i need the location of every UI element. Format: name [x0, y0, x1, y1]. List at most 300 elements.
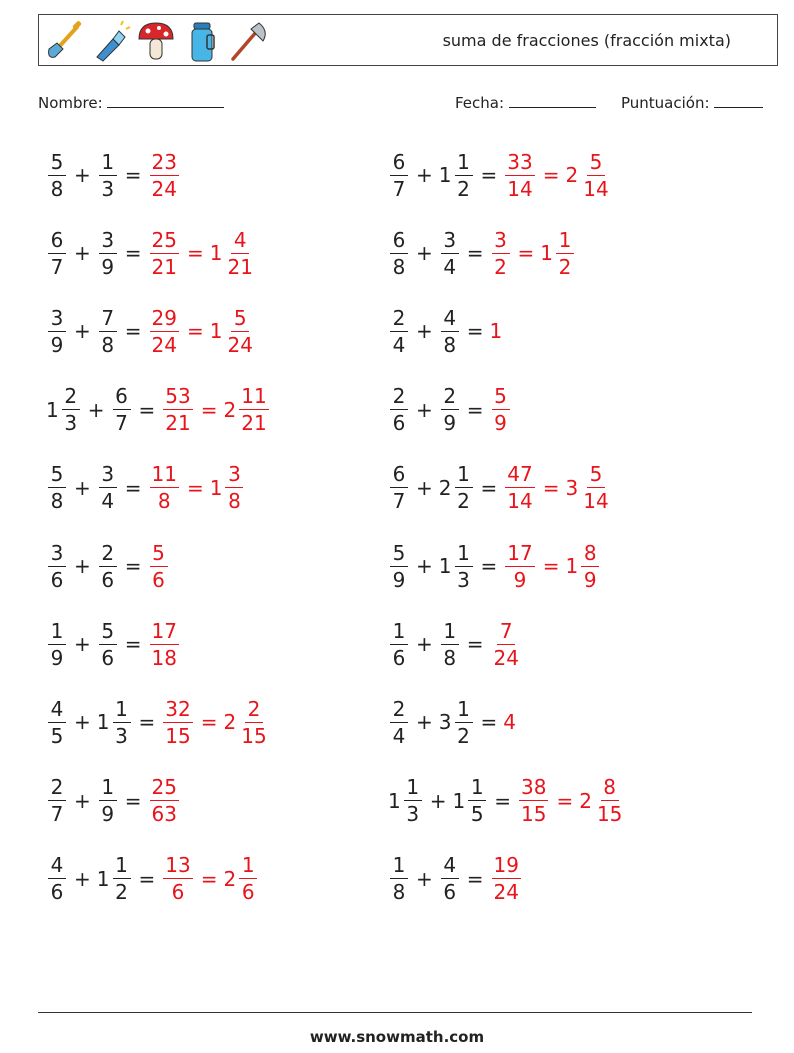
fraction: [225, 227, 254, 279]
fraction: [505, 149, 534, 201]
denominator: 3: [457, 567, 470, 592]
numerator: 6: [113, 386, 131, 410]
equals-sign: =: [466, 241, 484, 266]
problem: [46, 532, 170, 600]
whole-number: 1: [96, 710, 110, 735]
problem: [46, 767, 181, 835]
addend: [97, 618, 119, 670]
denominator: 21: [227, 254, 253, 279]
denominator: 24: [493, 880, 519, 905]
denominator: 8: [228, 489, 241, 514]
addend: [46, 384, 82, 436]
whole-number: 4: [503, 710, 516, 735]
answer-fraction: [490, 384, 512, 436]
denominator: 8: [392, 254, 406, 279]
equals-sign: =: [494, 788, 511, 813]
denominator: 4: [101, 489, 115, 514]
numerator: 17: [151, 618, 177, 643]
numerator: 17: [507, 540, 533, 565]
numerator: 1: [404, 777, 422, 801]
numerator: 5: [48, 152, 66, 176]
problem: [388, 454, 613, 522]
denominator: 8: [50, 176, 64, 201]
fraction: [99, 462, 117, 514]
addend: [388, 853, 410, 905]
answer-fraction: [503, 540, 536, 592]
addend: [388, 227, 410, 279]
numerator: 2: [245, 699, 263, 723]
problem: [388, 219, 576, 287]
fraction: [48, 696, 66, 748]
numerator: 13: [165, 853, 191, 878]
addend: [46, 618, 68, 670]
denominator: 6: [101, 567, 115, 592]
denominator: 9: [513, 567, 527, 592]
whole-number: 1: [46, 397, 59, 422]
addend: [46, 540, 68, 592]
whole-number: 1: [209, 241, 223, 266]
answer-mixed: [565, 540, 601, 592]
denominator: 6: [241, 880, 255, 905]
plus-sign: +: [416, 632, 433, 657]
answer: [161, 384, 270, 436]
denominator: 9: [583, 567, 597, 592]
denominator: 6: [392, 411, 406, 436]
denominator: 9: [443, 411, 457, 436]
fraction: [99, 775, 117, 827]
equals-sign: =: [200, 397, 218, 422]
denominator: 21: [165, 411, 191, 436]
addend: [452, 775, 489, 827]
problem: [388, 297, 503, 365]
numerator: 4: [441, 308, 459, 332]
addend: [438, 540, 475, 592]
fraction: [150, 305, 179, 357]
answer-mixed: [540, 227, 576, 279]
fraction: [556, 227, 574, 279]
answer: [148, 618, 181, 670]
denominator: 5: [50, 723, 64, 748]
fraction: [492, 853, 521, 905]
plus-sign: +: [74, 319, 91, 344]
addend: [46, 696, 68, 748]
denominator: 15: [241, 723, 267, 748]
addend: [97, 305, 119, 357]
denominator: 9: [50, 645, 64, 670]
fraction: [48, 618, 66, 670]
denominator: 24: [227, 332, 253, 357]
addend: [388, 618, 410, 670]
addend: [111, 384, 133, 436]
equals-sign: =: [138, 710, 156, 735]
plus-sign: +: [74, 788, 91, 813]
addend: [388, 696, 410, 748]
whole-number: 3: [438, 710, 452, 735]
answer-fraction: [148, 149, 181, 201]
whole-number: 3: [565, 475, 579, 500]
fraction: [62, 384, 80, 436]
equals-sign: =: [480, 163, 498, 187]
fraction: [441, 305, 459, 357]
whole-number: 2: [438, 475, 452, 500]
fraction: [113, 384, 131, 436]
numerator: 1: [390, 621, 408, 645]
equals-sign: =: [200, 866, 218, 891]
score-label: Puntuación:: [621, 94, 710, 112]
answer: [490, 319, 504, 343]
denominator: 9: [50, 332, 64, 357]
problem: [46, 141, 181, 209]
fraction: [163, 696, 192, 748]
numerator: 8: [581, 543, 599, 567]
addend: [97, 149, 119, 201]
whole-number: 1: [540, 241, 554, 266]
numerator: 1: [113, 855, 131, 879]
answer-fraction: [490, 618, 523, 670]
fraction: [150, 149, 179, 201]
fraction: [455, 149, 473, 201]
denominator: 6: [152, 567, 165, 592]
answer: [503, 462, 612, 514]
fraction: [492, 618, 521, 670]
addend: [439, 384, 461, 436]
numerator: 53: [165, 384, 191, 409]
numerator: 33: [507, 149, 533, 174]
denominator: 21: [241, 411, 267, 436]
numerator: 4: [441, 855, 459, 879]
numerator: 7: [497, 621, 515, 645]
plus-sign: +: [416, 319, 433, 344]
denominator: 6: [443, 880, 457, 905]
answer: [148, 540, 170, 592]
numerator: 1: [99, 777, 117, 801]
denominator: 2: [494, 254, 507, 279]
footer-divider: [38, 1012, 752, 1013]
denominator: 15: [596, 802, 623, 827]
addend: [388, 775, 424, 827]
fraction: [150, 227, 179, 279]
answer-mixed: [223, 384, 270, 436]
fraction: [441, 384, 459, 436]
plus-sign: +: [416, 710, 433, 735]
answer-fraction: [148, 618, 181, 670]
numerator: 5: [99, 621, 117, 645]
whole-number: 1: [209, 475, 223, 500]
fraction: [163, 853, 192, 905]
fraction: [99, 305, 117, 357]
denominator: 4: [392, 332, 406, 357]
numerator: 8: [601, 777, 619, 801]
answer-fraction: [161, 853, 194, 905]
addend: [46, 462, 68, 514]
fraction: [113, 696, 131, 748]
addend: [388, 384, 410, 436]
fraction: [225, 462, 243, 514]
fraction: [99, 149, 117, 201]
numerator: 3: [441, 230, 459, 254]
whole-number: 1: [438, 163, 452, 187]
numerator: 11: [151, 462, 177, 487]
fraction: [581, 462, 610, 514]
fraction: [99, 227, 117, 279]
addend: [439, 618, 461, 670]
denominator: 24: [151, 332, 177, 357]
answer: [490, 853, 523, 905]
equals-sign: =: [138, 866, 156, 891]
equals-sign: =: [186, 319, 204, 344]
answer-fraction: [517, 775, 550, 827]
numerator: 5: [390, 543, 408, 567]
fraction: [390, 462, 408, 514]
numerator: 4: [48, 855, 66, 879]
addend: [46, 227, 68, 279]
plus-sign: +: [74, 241, 91, 266]
denominator: 2: [115, 880, 128, 905]
answer: [517, 775, 626, 827]
whole-number: 2: [223, 397, 237, 422]
problem: [46, 688, 271, 756]
denominator: 15: [521, 802, 547, 827]
addend: [46, 775, 68, 827]
equals-sign: =: [124, 319, 142, 344]
numerator: 5: [48, 464, 66, 488]
problem: [46, 845, 259, 913]
whole-number: 1: [388, 788, 401, 813]
fraction: [48, 775, 66, 827]
plus-sign: +: [74, 163, 91, 187]
denominator: 14: [507, 489, 533, 514]
plus-sign: +: [416, 163, 433, 187]
answer-fraction: [503, 462, 536, 514]
numerator: 2: [48, 777, 66, 801]
addend: [388, 540, 410, 592]
denominator: 14: [583, 176, 609, 201]
equals-sign: =: [124, 475, 142, 500]
denominator: 14: [507, 176, 533, 201]
denominator: 2: [457, 489, 470, 514]
addend: [46, 305, 68, 357]
fraction: [492, 227, 510, 279]
answer-fraction: [148, 462, 181, 514]
denominator: 15: [165, 723, 191, 748]
whole-number: 1: [452, 788, 466, 813]
addend: [96, 696, 133, 748]
answer-fraction: [161, 384, 194, 436]
answer: [490, 618, 523, 670]
numerator: 3: [99, 464, 117, 488]
answer: [148, 462, 246, 514]
fraction: [492, 384, 510, 436]
equals-sign: =: [542, 163, 560, 187]
numerator: 6: [390, 464, 408, 488]
denominator: 8: [443, 332, 457, 357]
denominator: 24: [493, 645, 519, 670]
equals-sign: =: [200, 710, 218, 735]
equals-sign: =: [480, 475, 498, 500]
answer-mixed: [565, 462, 612, 514]
addend: [97, 540, 119, 592]
equals-sign: =: [542, 475, 560, 500]
denominator: 4: [443, 254, 457, 279]
whole-number: 2: [565, 163, 579, 187]
equals-sign: =: [466, 397, 484, 422]
fraction: [99, 540, 117, 592]
equals-sign: =: [186, 475, 204, 500]
answer-fraction: [490, 227, 512, 279]
whole-number: 2: [579, 788, 592, 813]
answer: [148, 227, 257, 279]
addend: [96, 853, 133, 905]
fraction: [390, 540, 408, 592]
answer: [490, 227, 577, 279]
fraction: [468, 775, 486, 827]
denominator: 9: [494, 411, 507, 436]
fraction: [581, 149, 610, 201]
addend: [46, 853, 68, 905]
numerator: 25: [151, 227, 177, 252]
denominator: 3: [101, 176, 115, 201]
equals-sign: =: [124, 632, 142, 657]
answer-mixed: [565, 149, 612, 201]
equals-sign: =: [124, 554, 142, 578]
answer-fraction: [503, 149, 536, 201]
answer: [503, 540, 601, 592]
denominator: 6: [50, 567, 64, 592]
answer-fraction: [503, 710, 517, 734]
plus-sign: +: [87, 397, 105, 422]
denominator: 3: [406, 802, 420, 827]
problem: [46, 219, 257, 287]
numerator: 6: [390, 152, 408, 176]
problem: [46, 297, 257, 365]
numerator: 3: [99, 230, 117, 254]
numerator: 6: [48, 230, 66, 254]
denominator: 5: [470, 802, 484, 827]
plus-sign: +: [416, 866, 433, 891]
numerator: 29: [151, 305, 177, 330]
numerator: 1: [455, 543, 473, 567]
answer: [148, 149, 181, 201]
fraction: [113, 853, 131, 905]
plus-sign: +: [74, 475, 91, 500]
denominator: 8: [157, 489, 171, 514]
equals-sign: =: [480, 710, 498, 735]
plus-sign: +: [416, 475, 433, 500]
denominator: 6: [101, 645, 115, 670]
whole-number: 2: [223, 866, 237, 891]
denominator: 24: [151, 176, 177, 201]
numerator: 38: [521, 775, 547, 800]
numerator: 19: [493, 853, 519, 878]
whole-number: 1: [438, 554, 452, 578]
plus-sign: +: [74, 554, 91, 578]
answer-mixed: [223, 853, 259, 905]
numerator: 1: [99, 152, 117, 176]
numerator: 23: [151, 149, 177, 174]
fraction: [441, 853, 459, 905]
whole-number: 2: [223, 710, 237, 735]
addend: [46, 149, 68, 201]
numerator: 4: [48, 699, 66, 723]
numerator: 3: [492, 230, 510, 254]
denominator: 6: [392, 645, 406, 670]
addend: [97, 227, 119, 279]
addend: [438, 149, 475, 201]
addend: [439, 305, 461, 357]
fraction: [150, 462, 179, 514]
fraction: [163, 384, 192, 436]
denominator: 9: [101, 254, 115, 279]
denominator: 14: [583, 489, 609, 514]
answer: [503, 149, 612, 201]
fraction: [150, 540, 168, 592]
denominator: 63: [151, 802, 177, 827]
numerator: 5: [231, 308, 249, 332]
denominator: 7: [50, 254, 64, 279]
problem: [388, 376, 512, 444]
equals-sign: =: [466, 319, 484, 344]
answer-mixed: [209, 227, 257, 279]
denominator: 8: [392, 880, 406, 905]
plus-sign: +: [416, 554, 433, 578]
fraction: [441, 618, 459, 670]
fraction: [48, 462, 66, 514]
fraction: [239, 384, 268, 436]
numerator: 5: [492, 386, 510, 410]
denominator: 8: [50, 489, 64, 514]
denominator: 7: [392, 489, 406, 514]
answer-mixed: [223, 696, 270, 748]
fraction: [150, 618, 179, 670]
problem: [388, 688, 517, 756]
addend: [438, 696, 475, 748]
fraction: [48, 305, 66, 357]
name-label: Nombre:: [38, 94, 103, 112]
addend: [438, 462, 475, 514]
answer: [490, 384, 512, 436]
numerator: 2: [390, 699, 408, 723]
answer-fraction: [161, 696, 194, 748]
denominator: 9: [101, 802, 115, 827]
answer: [161, 853, 259, 905]
equals-sign: =: [186, 241, 204, 266]
problem: [388, 141, 613, 209]
whole-number: 1: [489, 319, 503, 344]
denominator: 2: [457, 723, 470, 748]
fraction: [505, 462, 534, 514]
answer-fraction: [148, 227, 181, 279]
numerator: 2: [390, 386, 408, 410]
addend: [388, 305, 410, 357]
fraction: [239, 853, 257, 905]
denominator: 3: [115, 723, 128, 748]
numerator: 1: [441, 621, 459, 645]
equals-sign: =: [542, 554, 560, 578]
fraction: [390, 305, 408, 357]
whole-number: 1: [96, 866, 110, 891]
numerator: 3: [225, 464, 243, 488]
fraction: [390, 853, 408, 905]
problem: [388, 610, 523, 678]
denominator: 7: [115, 411, 128, 436]
denominator: 18: [151, 645, 177, 670]
numerator: 32: [165, 696, 191, 721]
numerator: 3: [48, 308, 66, 332]
answer-fraction: [148, 305, 181, 357]
plus-sign: +: [74, 710, 91, 735]
denominator: 8: [443, 645, 457, 670]
plus-sign: +: [74, 866, 91, 891]
